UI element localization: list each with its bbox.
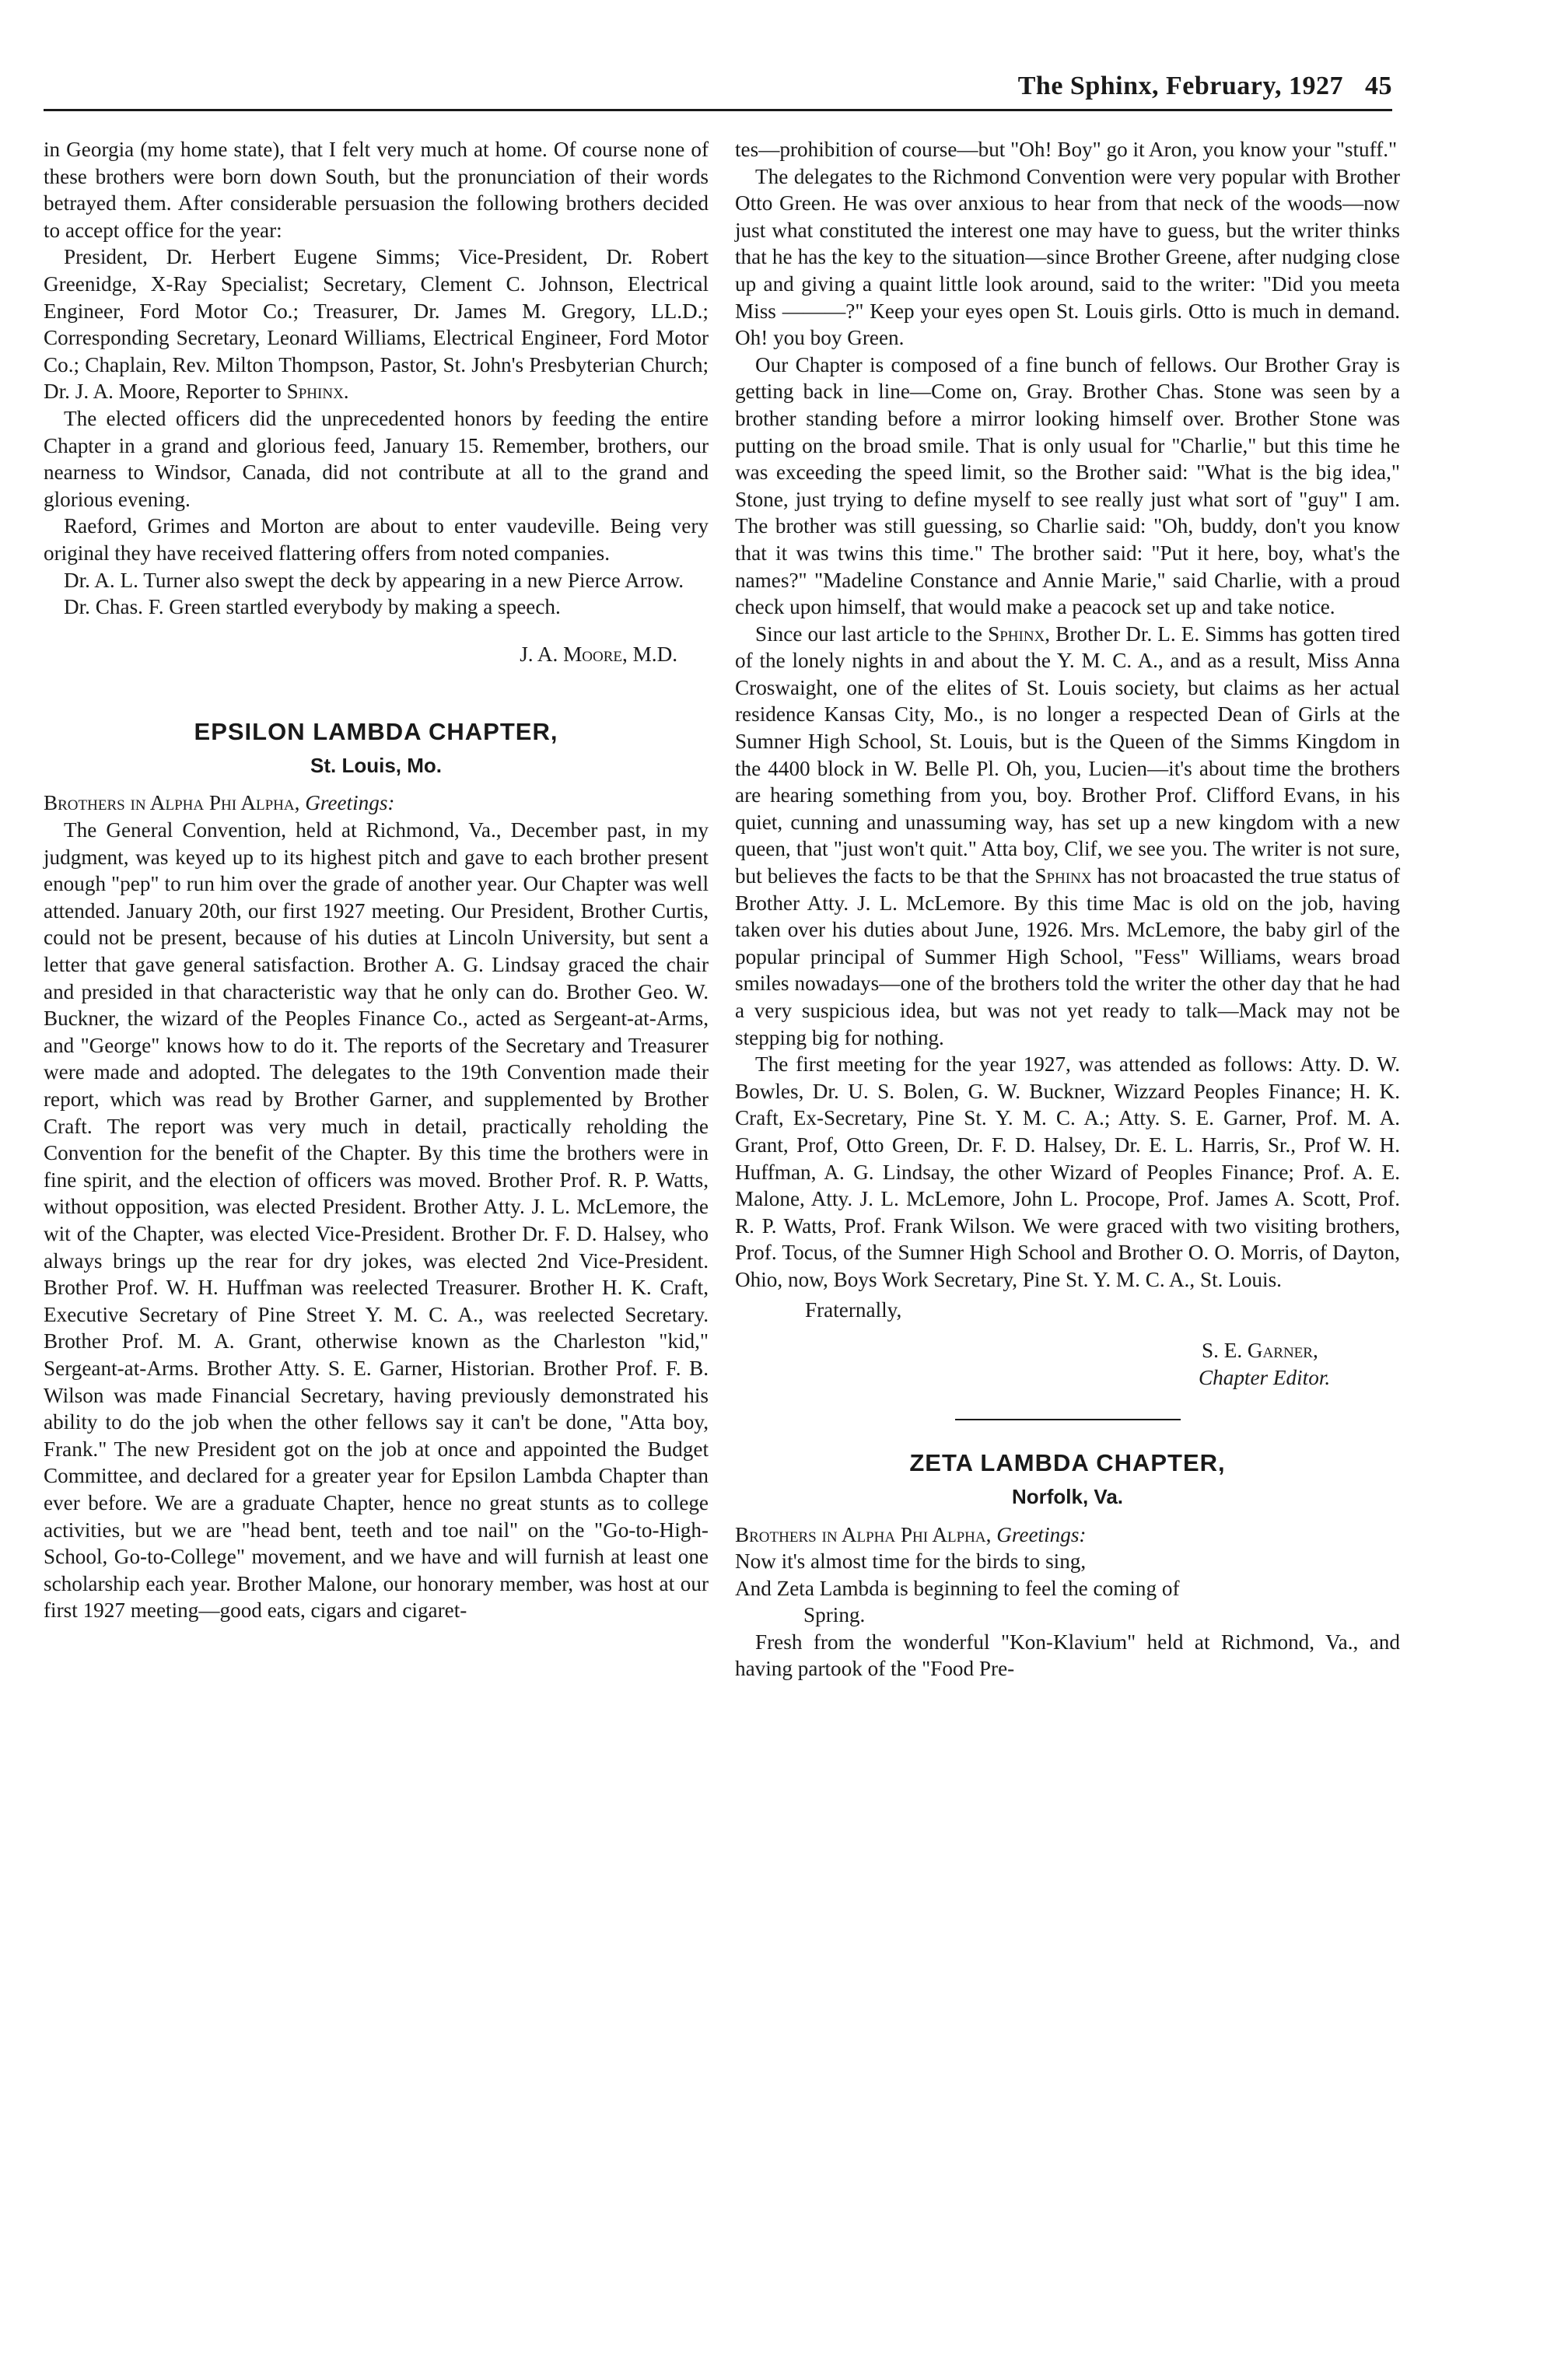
paragraph: Dr. A. L. Turner also swept the deck by appearing in a new Pierce Arrow.: [64, 568, 684, 592]
paragraph: in Georgia (my home state), that I felt very much at home. Of course none of these brothers were born down South, but the pronunciation of their words betrayed them. After considerable persuasion the following brothers decided to accept office for the year:: [44, 138, 709, 242]
sphinx-name: Sphinx,: [988, 622, 1051, 646]
section-divider: [955, 1419, 1181, 1420]
paragraph: The elected officers did the unprecedented honors by feeding the entire Chapter in a grand and glorious feed, January 15. Remember, brothers, our nearness to Windsor, Canada, did not contribute at all to the grand and glorious evening.: [44, 406, 709, 511]
signature-name: S. E. Garner,: [1202, 1339, 1318, 1363]
paragraph: Raeford, Grimes and Morton are about to enter vaudeville. Being very original they have received flattering offers from noted companies.: [44, 514, 709, 565]
left-column: [44, 136, 709, 1624]
page-number: 45: [1365, 72, 1392, 100]
officer-list: President, Dr. Herbert Eugene Simms; Vice-President, Dr. Robert Greenidge, X-Ray Specialist; Secretary, Clement C. Johnson, Electrical Engineer, Ford Motor Co.; Treasurer, Dr. James M. Gregory, LL.D.; Corresponding Secretary, Leonard Williams, Electrical Engineer, Ford Motor Co.; Chaplain, Rev. Milton Thompson, Pastor, St. John's Presbyterian Church; Dr. J. A. Moore, Reporter to: [44, 245, 709, 404]
chapter-title: ZETA LAMBDA CHAPTER,: [909, 1449, 1226, 1477]
salutation-lead: Brothers in Alpha Phi Alpha,: [44, 791, 300, 815]
text-run: has not broacasted the true status of Brother Atty. J. L. McLemore. By this time Mac is old on the job, having taken over his duties about June, 1926. Mrs. McLemore, the baby girl of the popular principal of Summer High School, "Fess" Williams, wears broad smiles nowadays—one of the brothers told the writer the other day that he had a very suspicious idea, but was not yet ready to talk—Mack may not be stepping big for nothing.: [735, 864, 1401, 1049]
running-title: The Sphinx, February, 1927: [1017, 72, 1343, 100]
poem-line: And Zeta Lambda is beginning to feel the coming of: [735, 1576, 1180, 1600]
paragraph: The delegates to the Richmond Convention were very popular with Brother Otto Green. He was over anxious to hear from that neck of the woods—now just what constituted the interest one may have to guess, but the writer thinks that he has the key to the situation—since Brother Greene, after nudging close up and giving a quaint little look around, said to the writer: "Did you meeta Miss ———?" Keep your eyes open St. Louis girls. Otto is much in demand. Oh! you boy Green.: [735, 164, 1400, 350]
closing: Fraternally,: [805, 1297, 902, 1322]
salutation-lead: Brothers in Alpha Phi Alpha,: [735, 1522, 992, 1546]
paragraph: Fresh from the wonderful "Kon-Klavium" held at Richmond, Va., and having partook of the "Food Pre-: [735, 1630, 1400, 1681]
salutation: [44, 790, 709, 817]
paragraph: Our Chapter is composed of a fine bunch of fellows. Our Brother Gray is getting back in line—Come on, Gray. Brother Chas. Stone was seen by a brother standing before a mirror looking himself over. Brother Stone was putting on the broad smile. That is only usual for "Charlie," but this time he was exceeding the speed limit, so the Brother said: "What is the big idea," Stone, just trying to define myself to see really just what sort of "guy" I am. The brother was still guessing, so Charlie said: "Oh, buddy, don't you know that it was twins this time." The brother said: "Put it here, boy, what's the names?" "Madeline Constance and Annie Marie," said Charlie, with a proud check upon himself, that would make a peacock set up and take notice.: [735, 352, 1400, 619]
salutation-greeting: Greetings:: [996, 1522, 1087, 1546]
paragraph: tes—prohibition of course—but "Oh! Boy" go it Aron, you know your "stuff.": [735, 138, 1398, 161]
sphinx-name: Sphinx.: [286, 380, 349, 404]
chapter-location: Norfolk, Va.: [1011, 1484, 1124, 1508]
right-column: [735, 136, 1400, 1682]
header-rule: [44, 109, 1392, 111]
poem-line: Now it's almost time for the birds to sing,: [735, 1549, 1087, 1574]
salutation: [735, 1521, 1400, 1549]
paragraph: Dr. Chas. F. Green startled everybody by making a speech.: [64, 595, 561, 619]
chapter-title: EPSILON LAMBDA CHAPTER,: [194, 718, 558, 746]
paragraph: [735, 621, 1400, 1052]
salutation-greeting: Greetings:: [305, 791, 395, 815]
sphinx-name: Sphinx: [1034, 864, 1092, 888]
poem-line-continued: Spring.: [803, 1603, 866, 1627]
paragraph: The General Convention, held at Richmond, Va., December past, in my judgment, was keyed up to its highest pitch and gave to each brother present enough "pep" to run him over the grade of another year. Our Chapter was well attended. January 20th, our first 1927 meeting. Our President, Brother Curtis, could not be present, because of his duties at Lincoln University, but sent a letter that gave general satisfaction. Brother A. G. Lindsay graced the chair and presided in that characteristic way that he only can do. Brother Geo. W. Buckner, the wizard of the Peoples Finance Co., acted as Sergeant-at-Arms, and "George" knows how to do it. The reports of the Secretary and Treasurer were made and adopted. The delegates to the 19th Convention made their report, which was read by Brother Garner, and supplemented by Brother Craft. The report was very much in detail, practically reholding the Convention for the benefit of the Chapter. By this time the brothers were in fine spirit, and the election of officers was moved. Brother Prof. R. P. Watts, without opposition, was elected President. Brother Atty. J. L. McLemore, the wit of the Chapter, was elected Vice-President. Brother Dr. F. D. Halsey, who always brings up the rear for dry jokes, was elected 2nd Vice-President. Brother Prof. W. H. Huffman was reelected Treasurer. Brother H. K. Craft, Executive Secretary of Pine Street Y. M. C. A., was reelected Secretary. Brother Prof. M. A. Grant, otherwise known as the Charleston "kid," Sergeant-at-Arms. Brother Atty. S. E. Garner, Historian. Brother Prof. F. B. Wilson was made Financial Secretary, having previously demonstrated his ability to do the job when the other fellows say it can't be done, "Atta boy, Frank." The new President got on the job at once and appointed the Budget Committee, and declared for a greater year for Epsilon Lambda Chapter than ever before. We are a graduate Chapter, hence no great stunts as to college activities, but we are "head bent, teeth and toe nail" on the "Go-to-High-School, Go-to-College" movement, and we have and will furnish at least one scholarship each year. Brother Malone, our honorary member, was host at our first 1927 meeting—good eats, cigars and cigaret-: [44, 818, 709, 1623]
paragraph: The first meeting for the year 1927, was attended as follows: Atty. D. W. Bowles, Dr. U. S. Bolen, G. W. Buckner, Wizzard Peoples Finance; H. K. Craft, Ex-Secretary, Pine St. Y. M. C. A.; Atty. S. E. Garner, Prof. M. A. Grant, Prof, Otto Green, Dr. F. D. Halsey, Dr. E. L. Harris, Sr., Prof W. H. Huffman, A. G. Lindsay, the other Wizard of Peoples Finance; Prof. A. E. Malone, Atty. J. L. McLemore, John L. Procope, Prof. James A. Scott, Prof. R. P. Watts, Prof. Frank Wilson. We were graced with two visiting brothers, Prof. Tocus, of the Sumner High School and Brother O. O. Morris, of Dayton, Ohio, now, Boys Work Secretary, Pine St. Y. M. C. A., St. Louis.: [735, 1052, 1400, 1291]
signature: J. A. Moore, M.D.: [520, 642, 677, 666]
text-run: Since our last article to the: [755, 622, 982, 646]
running-header: [44, 72, 1392, 101]
text-run: Brother Dr. L. E. Simms has gotten tired of the lonely nights in and about the Y. M. C. A., and as a result, Miss Anna Croswaight, one of the elites of St. Louis society, but claims as her actual residence Kansas City, Mo., is no longer a respected Dean of Girls at the Sumner High School, St. Louis, but is the Queen of the Simms Kingdom in the 4400 block in W. Belle Pl. Oh, you, Lucien—it's about time the brothers are hearing something from you, boy. Brother Prof. Clifford Evans, in his quiet, cunning and unassuming way, has set up a new kingdom with a new queen, that "just won't quit." Atta boy, Clif, we see you. The writer is not sure, but believes the facts to be that the: [735, 622, 1401, 888]
paragraph: [44, 243, 709, 405]
chapter-location: St. Louis, Mo.: [310, 753, 442, 777]
signature-role: Chapter Editor.: [1199, 1365, 1331, 1389]
